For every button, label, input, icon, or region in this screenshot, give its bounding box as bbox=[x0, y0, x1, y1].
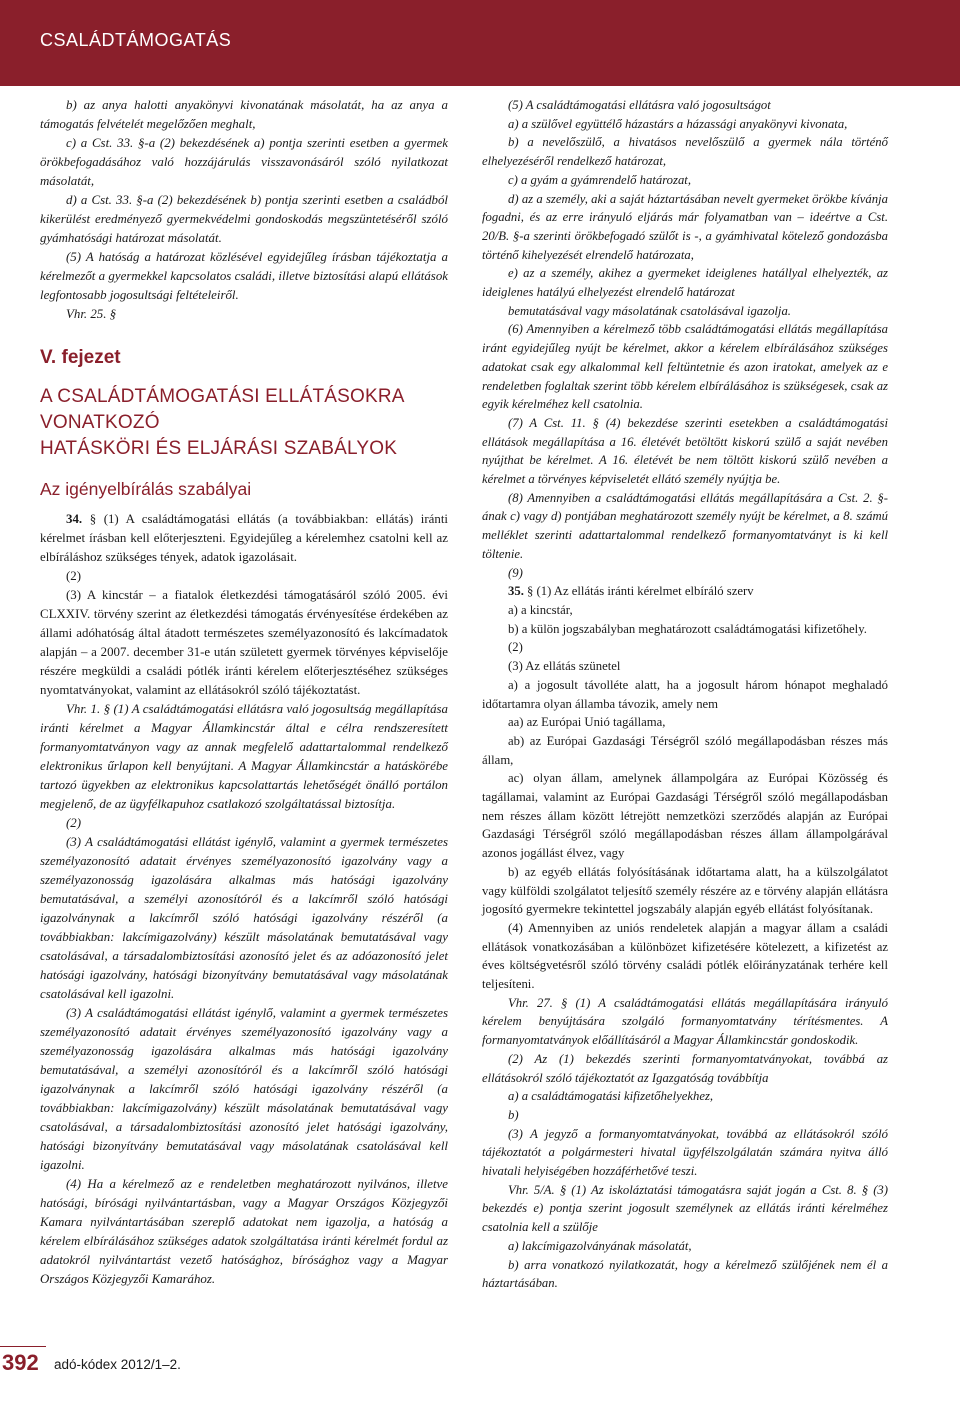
paragraph: (4) Amennyiben az uniós rendeletek alapján a magyar állam a családi ellátások vonatkozásában a különbözet kifizetésére kötelezett, a kifizetést az éves költségvetésről szóló törvény családi pótlék előirányzatának terhére kell teljesíteni. bbox=[482, 920, 888, 992]
section-text: § (1) Az ellátás iránti kérelmet elbíráló szerv bbox=[523, 584, 754, 599]
paragraph: d) az a személy, aki a saját háztartásában nevelt gyermeket örökbe kívánja fogadni, és az erre irányuló eljárás már folyamatban van – ideértve a Cst. 20/B. §-a szerinti örökbefogadó szülőt is -, a gyámhivatal kötelező gondozásba történő kihelyezését elrendelő határozata, bbox=[482, 191, 888, 262]
section-text: § (1) A családtámogatási ellátás (a továbbiakban: ellátás) iránti kérelmet írásban kell előterjeszteni. Egyidejűleg a kérelemhez csatolni kell az elbíráláshoz szükséges tények, adatok igazolásait. bbox=[40, 512, 448, 564]
paragraph: a) lakcímigazolványának másolatát, bbox=[508, 1238, 692, 1253]
left-column bbox=[40, 96, 448, 1289]
chapter-title bbox=[40, 384, 448, 462]
paragraph: ab) az Európai Gazdasági Térségről szóló megállapodásban részes más állam, bbox=[482, 733, 888, 767]
paragraph: b) az anya halotti anyakönyvi kivonatának másolatát, ha az anya a támogatás felvételét megelőzően meghalt, bbox=[40, 98, 448, 131]
paragraph: e) az a személy, akihez a gyermeket ideiglenes hatállyal elhelyezték, az ideiglenes hatályú elhelyezést elrendelő határozat bbox=[482, 266, 888, 300]
paragraph: b) a külön jogszabályban meghatározott családtámogatási kifizetőhely. bbox=[508, 621, 867, 636]
paragraph: (9) bbox=[508, 565, 523, 580]
right-column bbox=[482, 96, 888, 1293]
paragraph: a) a kincstár, bbox=[508, 602, 573, 617]
paragraph: (3) A kincstár – a fiatalok életkezdési támogatásáról szóló 2005. évi CLXXIV. törvény szerint az életkezdési támogatás érvényesítése érdekében az állami adóhatóság által átadott természetes személyazonosító és lakcímadatok alapján – a 2007. december 31-e után született gyermek törvényes képviselője részére megküldi a családi pótlék iránti kérelem előterjesztéséhez szükséges nyomtatványokat, valamint az ellátásokról szóló tájékoztatást. bbox=[40, 588, 448, 697]
paragraph: a) a jogosult távolléte alatt, ha a jogosult három hónapot meghaladó időtartamra olyan államba távozik, amely nem bbox=[482, 677, 888, 711]
paragraph: (2) Az (1) bekezdés szerinti formanyomtatványokat, továbbá az ellátásokról szóló tájékoztatót az Igazgatóság továbbítja bbox=[482, 1051, 888, 1085]
paragraph: ac) olyan állam, amelynek állampolgára az Európai Közösség és tagállamai, valamint az Európai Gazdasági Térségről szóló megállapodásban nem részes állam között létrejött nemzetközi szerződés alapján az Európai Gazdasági Térségről szóló megállapodásban részes állam állampolgárával azonos jogállást élvez, vagy bbox=[482, 771, 888, 861]
chapter-title-line: HATÁSKÖRI ÉS ELJÁRÁSI SZABÁLYOK bbox=[40, 438, 398, 459]
paragraph: (3) Az ellátás szünetel bbox=[508, 659, 621, 674]
paragraph: Vhr. 5/A. § (1) Az iskoláztatási támogatásra saját jogán a Cst. 8. § (3) bekezdés e) pontja szerint jogosult személynek az ellátás iránti kérelméhez csatolnia kell a szülője bbox=[482, 1182, 888, 1235]
paragraph: b) bbox=[508, 1107, 519, 1122]
paragraph: (3) A jegyző a formanyomtatványokat, továbbá az ellátásokról szóló tájékoztatót a polgármesteri hivatal ügyfélszolgálatán számára nyitva álló hivatali helyiségében hozzáférhetővé teszi. bbox=[482, 1126, 888, 1179]
section-paragraph bbox=[482, 582, 888, 601]
paragraph: aa) az Európai Unió tagállama, bbox=[508, 715, 666, 730]
publication-name: adó-kódex 2012/1–2. bbox=[54, 1357, 181, 1372]
section-title: CSALÁDTÁMOGATÁS bbox=[40, 30, 232, 50]
paragraph: (2) bbox=[508, 640, 523, 655]
paragraph: (2) bbox=[66, 816, 82, 830]
paragraph: b) arra vonatkozó nyilatkozatát, hogy a kérelmező szülőjének nem él a háztartásában. bbox=[482, 1257, 888, 1291]
section-number: 35. bbox=[508, 584, 524, 599]
paragraph: b) a nevelőszülő, a hivatásos nevelőszülő a gyermek nála történő elhelyezéséről rendelkező határozat, bbox=[482, 135, 888, 169]
paragraph: (4) Ha a kérelmező az e rendeletben meghatározott nyilvános, illetve hatósági, bírósági nyilvántartásban, vagy a Magyar Országos Közjegyzői Kamara nyilvántartásában szereplő adatokat nem igazolja, a hatóság a kérelem elbírálásához szükséges adatok szolgáltatása iránti kérelmét fordul az adatokról nyilvántartást vezető hatósághoz, bírósághoz vagy a Magyar Országos Közjegyzői Kamarához. bbox=[40, 1177, 448, 1286]
paragraph: (7) A Cst. 11. § (4) bekezdése szerinti esetekben a családtámogatási ellátások megállapítása a 16. életévét betöltött kiskorú szülő a saját nevében nyújthat be kérelmet. A 16. életévét be nem töltött kiskorú szülő nevében a kérelmet a törvényes képviseletét ellátó személy nyújtja be. bbox=[482, 415, 888, 487]
paragraph: (5) A hatóság a határozat közlésével egyidejűleg írásban tájékoztatja a kérelmezőt a gyermekkel kapcsolatos családi, illetve biztosítási alapú ellátások legfontosabb jogosultsági feltételeiről. bbox=[40, 250, 448, 302]
header-bar bbox=[0, 0, 960, 86]
chapter-title-line: VONATKOZÓ bbox=[40, 412, 160, 433]
page-number: 392 bbox=[2, 1350, 39, 1375]
section-paragraph bbox=[40, 510, 448, 567]
paragraph: a) a családtámogatási kifizetőhelyekhez, bbox=[508, 1089, 714, 1104]
paragraph: (8) Amennyiben a családtámogatási ellátás megállapítására a Cst. 2. §-ának c) vagy d) pontjában meghatározott személy nyújt be kérelmet, a 8. számú melléklet szerinti adattartalommal rendelkező formanyomtatványt is ki kell töltenie. bbox=[482, 490, 888, 561]
paragraph: Vhr. 25. § bbox=[66, 307, 117, 321]
paragraph: (6) Amennyiben a kérelmező több családtámogatási ellátás megállapítása iránt egyidejűleg nyújt be kérelmet, akkor a kérelem elbírálásához szükséges adatokat csak egy alkalommal kell feltüntetnie és azon iratokat, amelyek az e rendeletben foglaltak szerint több kérelem elbírálásához is szükségesek, csak az egyik kérelméhez kell csatolnia. bbox=[482, 322, 888, 412]
paragraph: c) a Cst. 33. §-a (2) bekezdésének a) pontja szerinti esetben a gyermek örökbefogadásához való hozzájárulás visszavonásáról szóló nyilatkozat másolatát, bbox=[40, 136, 448, 188]
paragraph: (5) A családtámogatási ellátásra való jogosultságot bbox=[508, 98, 771, 112]
paragraph: Vhr. 27. § (1) A családtámogatási ellátás megállapítására irányuló kérelem benyújtására szolgáló formanyomtatvány térítésmentes. A formanyomtatványok előállításáról a Magyar Államkincstár gondoskodik. bbox=[482, 995, 888, 1048]
subsection-title: Az igényelbírálás szabályai bbox=[40, 479, 252, 499]
paragraph: (2) bbox=[66, 569, 82, 583]
chapter-heading: V. fejezet bbox=[40, 347, 121, 368]
chapter-title-line: A CSALÁDTÁMOGATÁSI ELLÁTÁSOKRA bbox=[40, 386, 405, 407]
paragraph: c) a gyám a gyámrendelő határozat, bbox=[508, 172, 691, 187]
paragraph: b) az egyéb ellátás folyósításának időtartama alatt, ha a külszolgálatot vagy külföldi szolgálatot teljesítő személy részére az e törvény alapján ellátásra jogosító gyermekre tekintettel jogszabály alapján egyéb ellátást folyósítanak. bbox=[482, 864, 888, 917]
paragraph: (3) A családtámogatási ellátást igénylő, valamint a gyermek természetes személyazonosító adatait érvényes személyazonosító igazolvány vagy a személyazonosság igazolására alkalmas más hatósági igazolvány bemutatásával, a személyi azonosítóról és a lakcímről szóló hatósági igazolványnak a lakcímről szóló hatósági igazolvány részéről (a továbbiakban: lakcímigazolvány) készült másolatának bemutatásával vagy csatolásával, a társadalombiztosítási azonosító jelet és az adóazonosító jelet hatósági igazolvány, hatósági bizonyítvány bemutatásával vagy másolatának csatolásával kell igazolni. bbox=[40, 835, 448, 1001]
paragraph: (3) A családtámogatási ellátást igénylő, valamint a gyermek természetes személyazonosító adatait érvényes személyazonosító igazolvány vagy a személyazonosság igazolására alkalmas más hatósági igazolvány bemutatásával, a személyi azonosítóról és a lakcímről szóló hatósági igazolványnak a lakcímről szóló hatósági igazolvány részéről (a továbbiakban: lakcímigazolvány) készült másolatának bemutatásával vagy csatolásával, a társadalombiztosítási azonosító jelet hatósági igazolvány, hatósági bizonyítvány bemutatásával vagy másolatának csatolásával kell igazolni. bbox=[40, 1006, 448, 1172]
paragraph: Vhr. 1. § (1) A családtámogatási ellátásra való jogosultság megállapítása iránti kérelmet a Magyar Államkincstár által e célra rendszeresített formanyomtatványon vagy az annak megfelelő adattartalommal rendelkező elektronikus űrlapon kell benyújtani. A Magyar Államkincstár a hatáskörébe tartozó ügyekben az elektronikus kapcsolattartás lehetőségét önálló portálon megjelenő, de az ügyfélkapuhoz csatlakozó szolgáltatással biztosítja. bbox=[40, 702, 448, 811]
section-number: 34. bbox=[66, 512, 83, 526]
paragraph: d) a Cst. 33. §-a (2) bekezdésének b) pontja szerinti esetben a családból kikerülést eredményező gyermekvédelmi gondoskodás megszüntetéséről szóló gyámhatósági határozat másolatát. bbox=[40, 193, 448, 245]
paragraph: bemutatásával vagy másolatának csatolásával igazolja. bbox=[508, 303, 791, 318]
paragraph: a) a szülővel együttélő házastárs a házassági anyakönyvi kivonata, bbox=[508, 116, 848, 131]
